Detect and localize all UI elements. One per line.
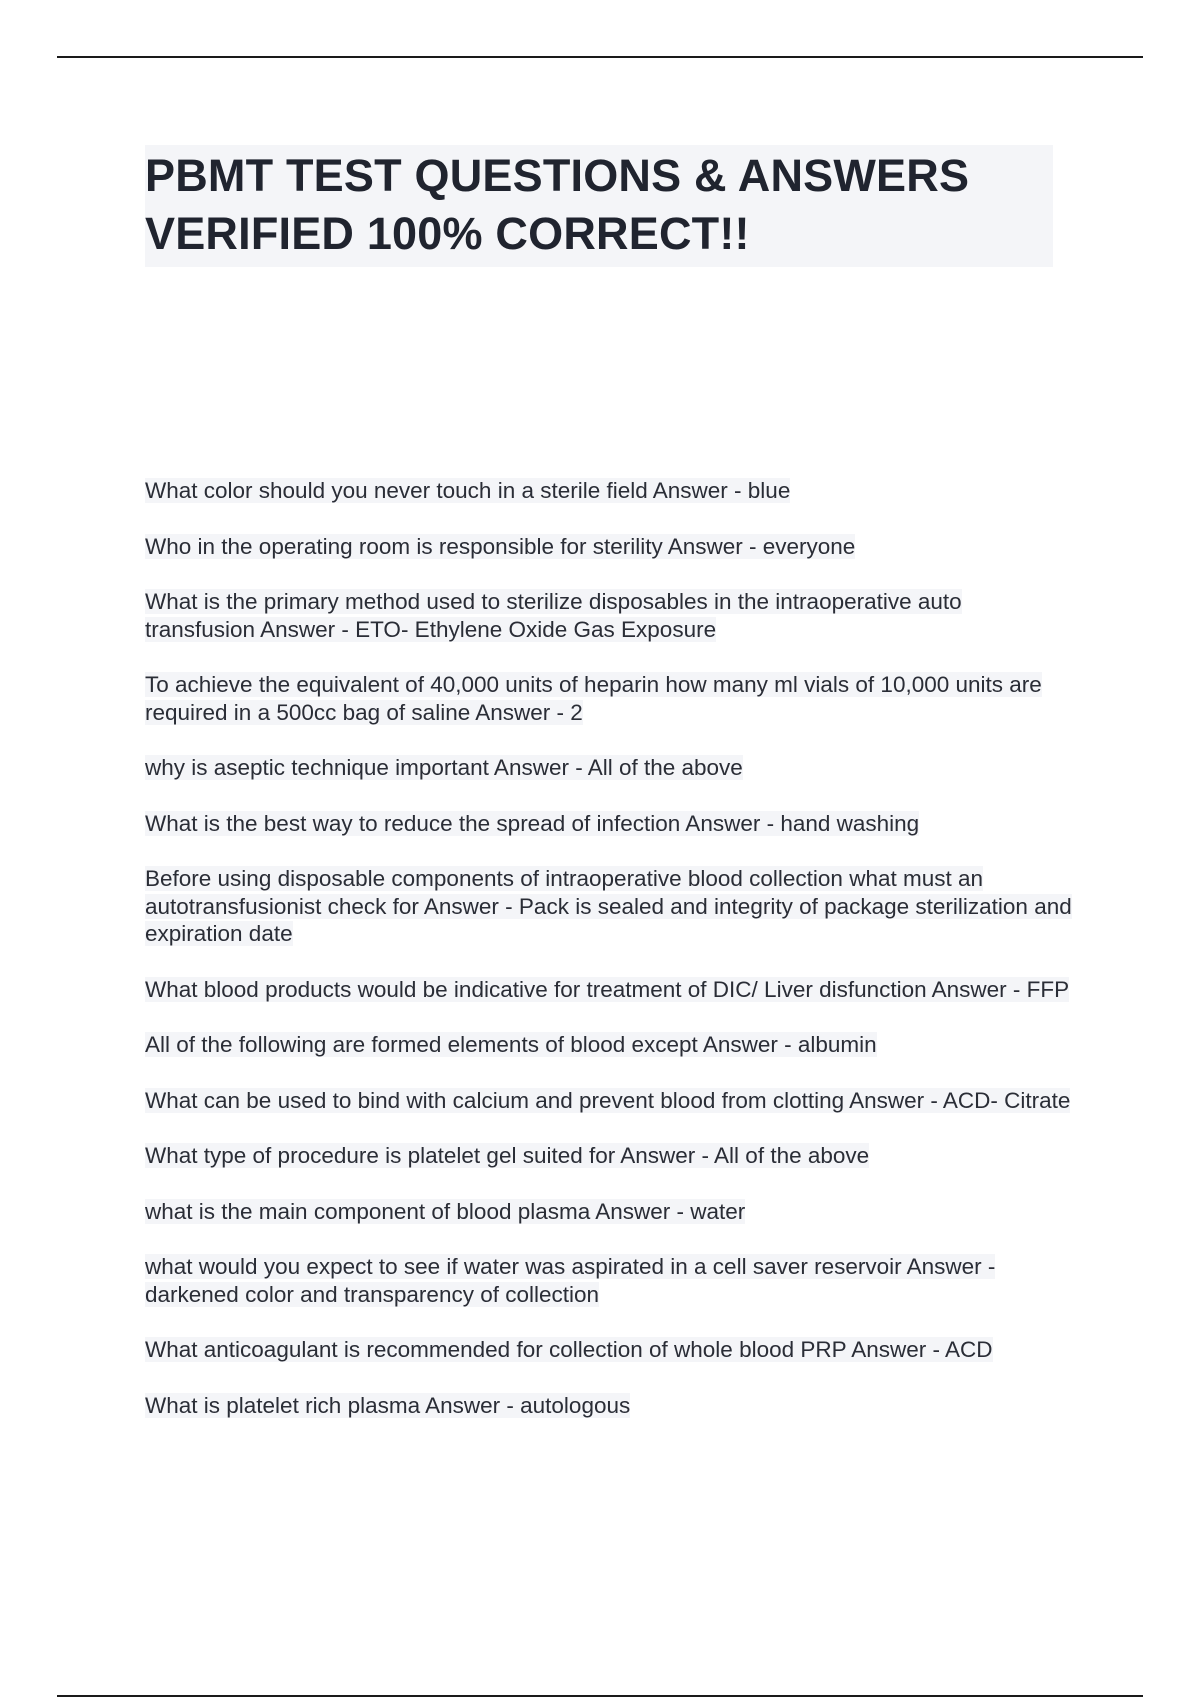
qa-item bbox=[145, 1087, 1075, 1115]
qa-text: What can be used to bind with calcium and prevent blood from clotting Answer - ACD- Citrate bbox=[145, 1087, 1071, 1113]
qa-text: What color should you never touch in a sterile field Answer - blue bbox=[145, 478, 791, 503]
qa-text: What type of procedure is platelet gel suited for Answer - All of the above bbox=[145, 1143, 870, 1168]
qa-item bbox=[145, 1253, 1075, 1308]
qa-text: Who in the operating room is responsible for sterility Answer - everyone bbox=[145, 533, 856, 559]
qa-text: What is the primary method used to sterilize disposables in the intraoperative auto transfusion Answer - ETO- Ethylene Oxide Gas Exposure bbox=[145, 589, 962, 642]
qa-item bbox=[145, 533, 1075, 561]
qa-item bbox=[145, 1142, 1075, 1170]
qa-item bbox=[145, 1198, 1075, 1226]
bottom-rule bbox=[57, 1695, 1143, 1697]
page-title bbox=[145, 145, 1053, 267]
qa-text: what would you expect to see if water was aspirated in a cell saver reservoir Answer - darkened color and transparency of collection bbox=[145, 1254, 996, 1307]
qa-text: why is aseptic technique important Answer - All of the above bbox=[145, 755, 743, 780]
qa-list bbox=[145, 477, 1075, 1447]
qa-item bbox=[145, 588, 1075, 643]
qa-item bbox=[145, 810, 1075, 838]
qa-text: What anticoagulant is recommended for collection of whole blood PRP Answer - ACD bbox=[145, 1337, 993, 1362]
qa-text: All of the following are formed elements of blood except Answer - albumin bbox=[145, 1032, 877, 1057]
qa-text: To achieve the equivalent of 40,000 units of heparin how many ml vials of 10,000 units are required in a 500cc bag of saline Answer - 2 bbox=[145, 672, 1042, 725]
qa-text: what is the main component of blood plasma Answer - water bbox=[145, 1198, 746, 1224]
qa-item bbox=[145, 1336, 1075, 1364]
qa-text: What blood products would be indicative for treatment of DIC/ Liver disfunction Answer - FFP bbox=[145, 976, 1070, 1002]
qa-item bbox=[145, 976, 1075, 1004]
qa-item bbox=[145, 1392, 1075, 1420]
qa-item bbox=[145, 754, 1075, 782]
qa-item bbox=[145, 1031, 1075, 1059]
qa-item bbox=[145, 865, 1075, 948]
qa-text: Before using disposable components of intraoperative blood collection what must an autotransfusionist check for Answer - Pack is sealed and integrity of package sterilization and expiration date bbox=[145, 866, 1072, 946]
title-line-2: VERIFIED 100% CORRECT!! bbox=[145, 208, 750, 259]
title-line-1: PBMT TEST QUESTIONS & ANSWERS bbox=[145, 150, 970, 201]
qa-text: What is the best way to reduce the spread of infection Answer - hand washing bbox=[145, 810, 920, 836]
qa-item bbox=[145, 477, 1075, 505]
qa-text: What is platelet rich plasma Answer - autologous bbox=[145, 1392, 631, 1418]
qa-item bbox=[145, 671, 1075, 726]
top-rule bbox=[57, 56, 1143, 58]
